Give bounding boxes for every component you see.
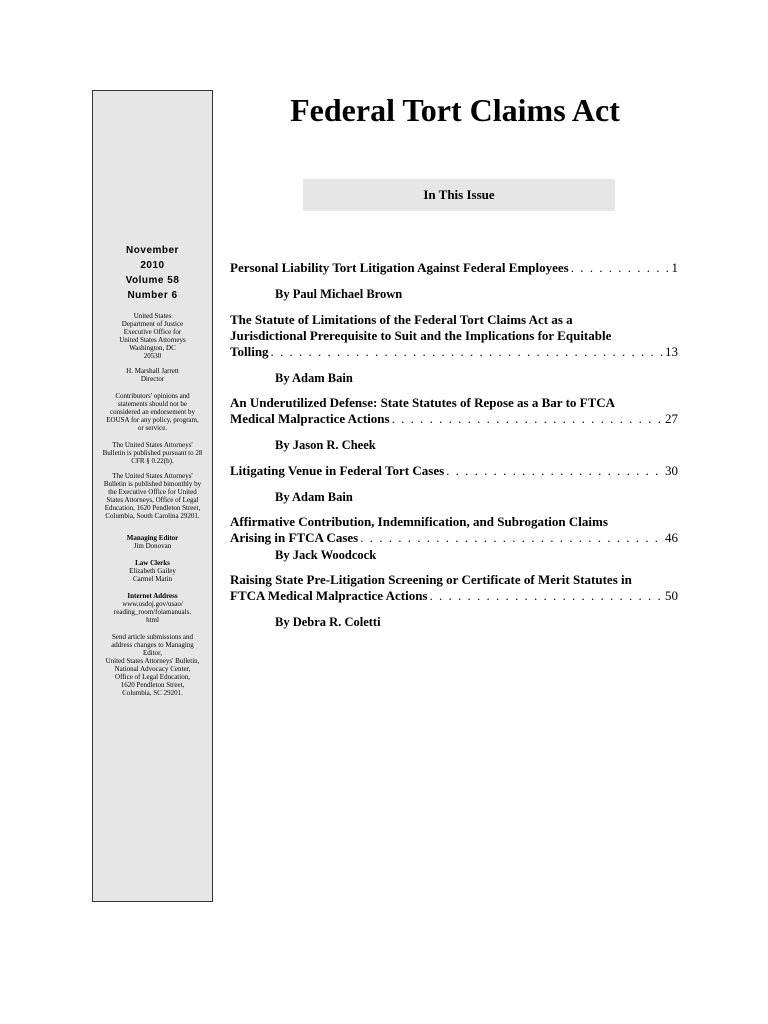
issue-year: 2010 xyxy=(140,260,165,271)
sidebar-internet: Internet Address www.usdoj.gov/usao/ reading_room/foiamanuals. html xyxy=(113,592,192,624)
toc-author: By Debra R. Coletti xyxy=(275,615,381,629)
sidebar-submissions: Send article submissions and address changes to Managing Editor, United States Attorneys' Bulletin, National Advocacy Center, Office of Legal Education, 1620 Pendleton Street, Columbia, SC 29201. xyxy=(105,633,200,697)
toc-entry-title: Medical Malpractice Actions xyxy=(230,411,390,426)
issue-month: November xyxy=(126,245,179,256)
toc-page-number: 30 xyxy=(665,463,678,478)
toc-page-number: 50 xyxy=(665,588,678,603)
issue-volume: Volume 58 xyxy=(125,275,180,286)
toc-author: By Adam Bain xyxy=(275,371,353,385)
toc-author: By Adam Bain xyxy=(275,490,353,504)
table-of-contents xyxy=(230,260,678,630)
toc-leader-dots xyxy=(569,260,672,276)
sidebar-org: United States Department of Justice Executive Office for United States Attorneys Washington, DC 20530 xyxy=(119,312,186,360)
issue-info xyxy=(93,243,212,303)
sidebar-publisher: The United States Attorneys' Bulletin is published bimonthly by the Executive Office for United States Attorneys, Office of Legal Education, 1620 Pendleton Street, Columbia, South Carolina 29201. xyxy=(103,472,202,520)
toc-entry-title-line: Jurisdictional Prerequisite to Suit and the Implications for Equitable xyxy=(230,328,612,343)
toc-entry[interactable] xyxy=(230,463,678,479)
toc-entry-title: Tolling xyxy=(230,344,269,359)
sidebar-managing-editor: Managing Editor Jim Donovan xyxy=(126,534,179,550)
in-this-issue-header: In This Issue xyxy=(303,179,615,211)
toc-page-number: 27 xyxy=(665,411,678,426)
toc-entry-title-line: Affirmative Contribution, Indemnification, and Subrogation Claims xyxy=(230,514,608,529)
toc-author: By Jason R. Cheek xyxy=(275,438,376,452)
sidebar xyxy=(92,90,213,902)
sidebar-law-clerks: Law Clerks Elizabeth Gailey Carmel Matin xyxy=(129,559,176,583)
toc-entry-title-line: The Statute of Limitations of the Federal Tort Claims Act as a xyxy=(230,312,573,327)
toc-entry[interactable] xyxy=(230,395,678,427)
toc-entry[interactable] xyxy=(230,572,678,604)
issue-number: Number 6 xyxy=(127,290,178,301)
toc-leader-dots xyxy=(358,530,665,546)
toc-page-number: 1 xyxy=(671,260,678,275)
sidebar-disclaimer: Contributors' opinions and statements should not be considered an endorsement by EOUSA for any policy, program, or service. xyxy=(106,392,199,432)
sidebar-director: H. Marshall Jarrett Director xyxy=(126,367,179,383)
toc-leader-dots xyxy=(390,411,665,427)
toc-page-number: 13 xyxy=(665,344,678,359)
toc-entry-title: Arising in FTCA Cases xyxy=(230,530,359,545)
page-title: Federal Tort Claims Act xyxy=(290,92,620,128)
toc-entry-title: Litigating Venue in Federal Tort Cases xyxy=(230,463,445,478)
toc-entry[interactable] xyxy=(230,260,678,276)
toc-page-number: 46 xyxy=(665,530,678,545)
toc-leader-dots xyxy=(428,588,666,604)
toc-leader-dots xyxy=(269,344,665,360)
toc-entry[interactable] xyxy=(230,514,678,546)
toc-entry-title-line: Raising State Pre-Litigation Screening or Certificate of Merit Statutes in xyxy=(230,572,632,587)
toc-leader-dots xyxy=(444,463,665,479)
toc-entry-title-line: An Underutilized Defense: State Statutes of Repose as a Bar to FTCA xyxy=(230,395,616,410)
toc-entry[interactable] xyxy=(230,312,678,360)
toc-entry-title: FTCA Medical Malpractice Actions xyxy=(230,588,428,603)
toc-author: By Paul Michael Brown xyxy=(275,287,403,301)
toc-author: By Jack Woodcock xyxy=(275,548,377,562)
sidebar-cfr: The United States Attorneys' Bulletin is published pursuant to 28 CFR § 0.22(b). xyxy=(102,441,203,465)
toc-entry-title: Personal Liability Tort Litigation Against Federal Employees xyxy=(230,260,569,275)
